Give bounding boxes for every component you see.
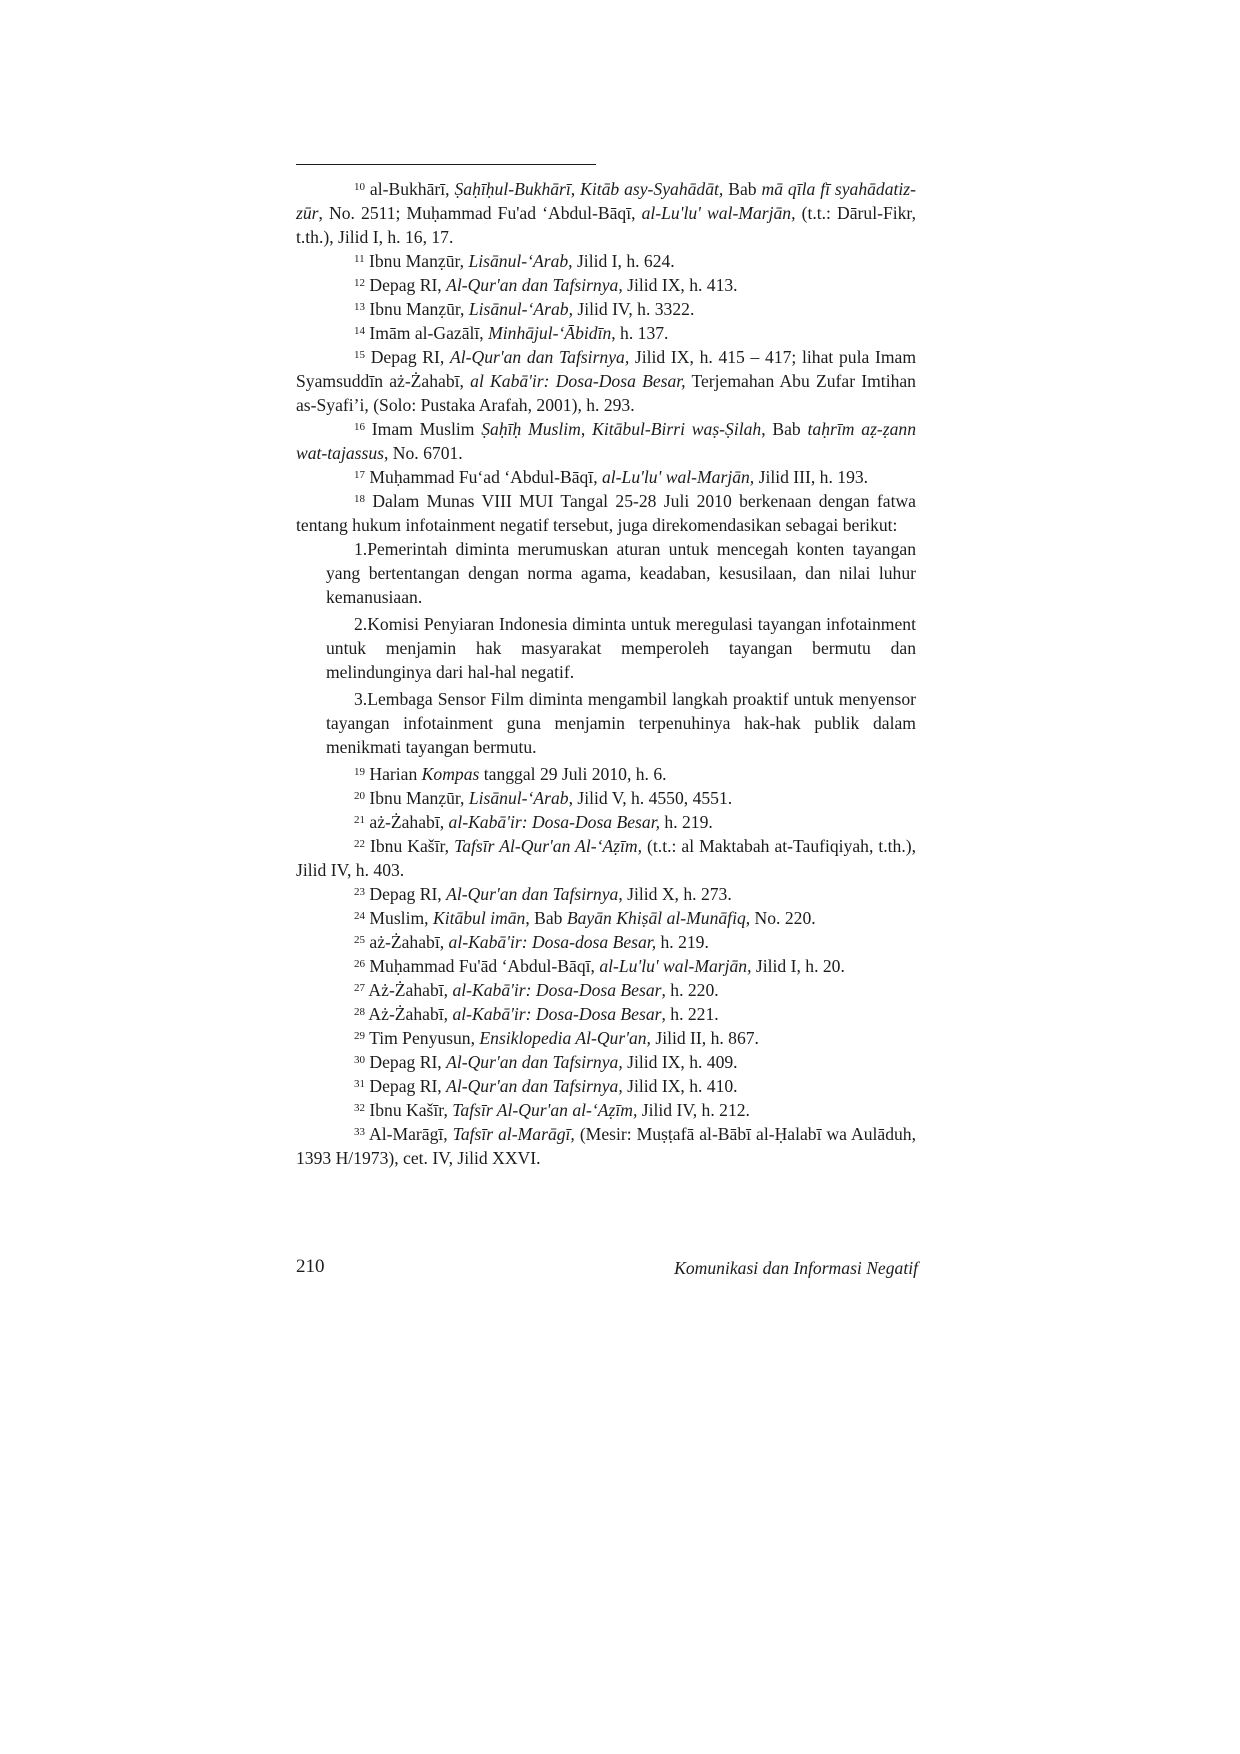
footnote-text: Muḥammad Fu'ād ‘Abdul-Bāqī, [365, 956, 600, 976]
item-number: 1. [354, 539, 368, 559]
footnote-text: , Jilid V, h. 4550, 4551. [568, 788, 733, 808]
footnote-text: al-Bukhārī, [365, 179, 455, 199]
footnote-30 [296, 1050, 916, 1074]
footnote-32 [296, 1098, 916, 1122]
footnote-text: Depag RI, [365, 275, 447, 295]
footnote-23 [296, 882, 916, 906]
footnote-number: 25 [354, 934, 365, 946]
footnote-20 [296, 786, 916, 810]
footnote-number: 26 [354, 958, 365, 970]
footnote-text: , Bab [525, 908, 567, 928]
footnote-text: , h. 220. [661, 980, 719, 1000]
footnote-text: Tim Penyusun, [365, 1028, 480, 1048]
footnote-25 [296, 930, 916, 954]
recommendation-item [326, 537, 916, 609]
footnote-number: 19 [354, 766, 365, 778]
footnote-title: al-Kabā'ir: Dosa-Dosa Besar [452, 1004, 662, 1024]
footnote-title: Kompas [421, 764, 480, 784]
footnote-title: taḥrīm aẓ-ẓann wat-tajassus [296, 419, 917, 463]
footnote-18 [296, 489, 916, 537]
footnote-29 [296, 1026, 916, 1050]
footnote-number: 13 [354, 301, 365, 313]
footnote-text: aż-Żahabī, [365, 932, 449, 952]
footnote-21 [296, 810, 916, 834]
footnote-15 [296, 345, 916, 417]
item-text: Pemerintah diminta merumuskan aturan untuk mencegah konten tayangan yang bertentangan dengan norma agama, keadaban, kesusilaan, dan nilai luhur kemanusiaan. [326, 539, 916, 607]
footnote-title: al Kabā'ir: Dosa-Dosa Besar, [470, 371, 686, 391]
footnote-title: mā qīla fī syahādatiz-zūr [296, 179, 917, 223]
footnote-number: 11 [354, 253, 365, 265]
footnote-text: , Jilid X, h. 273. [618, 884, 732, 904]
footnote-text: Dalam Munas VIII MUI Tangal 25-28 Juli 2010 berkenaan dengan fatwa tentang hukum infotainment negatif tersebut, juga direkomendasikan sebagai berikut: [296, 491, 916, 535]
footnote-text: Jilid II, h. 867. [650, 1028, 759, 1048]
footnote-title: Kitābul imān [432, 908, 526, 928]
footnote-text: Jilid I, h. 624. [572, 251, 675, 271]
footnote-text: , h. 221. [661, 1004, 719, 1024]
footnote-text: , No. 6701. [384, 443, 463, 463]
footnote-text: tanggal 29 Juli 2010, h. 6. [479, 764, 667, 784]
footnote-title: al-Lu'lu' wal-Marjān, [641, 203, 796, 223]
footnote-title: Al-Qur'an dan Tafsirnya, [446, 1052, 623, 1072]
footnote-text: Bab [723, 179, 762, 199]
footnote-text: , h. 137. [611, 323, 669, 343]
footnote-number: 27 [354, 982, 365, 994]
footnote-13 [296, 297, 916, 321]
footnote-text: Muslim, [365, 908, 433, 928]
footnote-title: Tafsīr al-Marāgī, [452, 1124, 575, 1144]
footnote-27 [296, 978, 916, 1002]
footnote-16 [296, 417, 916, 465]
footnote-text: , Bab [761, 419, 808, 439]
item-number: 2. [354, 614, 368, 634]
footnote-26 [296, 954, 916, 978]
footnote-text: Imam Muslim [365, 419, 482, 439]
footnote-number: 12 [354, 277, 365, 289]
footnote-number: 21 [354, 814, 365, 826]
footnote-text: Al-Marāgī, [365, 1124, 453, 1144]
footnote-28 [296, 1002, 916, 1026]
footnote-title: al-Kabā'ir: Dosa-Dosa Besar [452, 980, 662, 1000]
footnote-text: Jilid IX, h. 415 – 417; lihat pula Imam Syamsuddīn aż-Żahabī, [296, 347, 916, 391]
footnote-title: Al-Qur'an dan Tafsirnya, [446, 1076, 623, 1096]
running-title: Komunikasi dan Informasi Negatif [674, 1258, 918, 1278]
recommendation-item [326, 612, 916, 684]
item-number: 3. [354, 689, 368, 709]
footnote-title: Ṣaḥīḥ Muslim [481, 419, 581, 439]
footnote-title: Al-Qur'an dan Tafsirnya, [446, 275, 623, 295]
footnote-text: Muḥammad Fu‘ad ‘Abdul-Bāqī, [365, 467, 602, 487]
footnote-text: Depag RI, [365, 347, 450, 367]
footnote-number: 32 [354, 1102, 365, 1114]
item-text: Lembaga Sensor Film diminta mengambil langkah proaktif untuk menyensor tayangan infotainment guna menjamin terpenuhinya hak-hak publik dalam menikmati tayangan bermutu. [326, 689, 916, 757]
footnote-12 [296, 273, 916, 297]
footnote-text: Depag RI, [365, 1076, 447, 1096]
footnote-text: , [580, 419, 593, 439]
footnote-number: 18 [354, 493, 365, 505]
footnote-title: Bayān Khiṣāl al-Munāfiq [566, 908, 746, 928]
footnote-title: Lisānul-‘Arab [468, 788, 569, 808]
footnote-text: Jilid IX, h. 413. [622, 275, 738, 295]
footnote-number: 16 [354, 421, 365, 433]
footnote-list [296, 177, 916, 1170]
footnote-number: 24 [354, 910, 365, 922]
footnote-number: 29 [354, 1030, 365, 1042]
item-text: Komisi Penyiaran Indonesia diminta untuk meregulasi tayangan infotainment untuk menjamin hak masyarakat memperoleh tayangan bermutu dan melindunginya dari hal-hal negatif. [326, 614, 916, 682]
footnote-title: al-Lu'lu' wal-Marjān, [602, 467, 755, 487]
footnote-text: Jilid III, h. 193. [754, 467, 869, 487]
footnote-number: 17 [354, 469, 365, 481]
footnote-title: al-Kabā'ir: Dosa-Dosa Besar, [448, 812, 660, 832]
footnote-number: 30 [354, 1054, 365, 1066]
footnote-title: Ṣaḥīḥul-Bukhārī, Kitāb asy-Syahādāt, [454, 179, 724, 199]
footnote-number: 33 [354, 1126, 365, 1138]
footnote-title: Lisānul-‘Arab, [468, 251, 573, 271]
footnote-11 [296, 249, 916, 273]
footnote-33 [296, 1122, 916, 1170]
footnote-text: Depag RI, [365, 1052, 447, 1072]
footnote-text: (t.t.: Dārul-Fikr, t.th.), Jilid I, h. 16, 17. [296, 203, 916, 247]
footnote-text: Jilid IV, h. 3322. [572, 299, 695, 319]
footnote-text: Jilid I, h. 20. [751, 956, 845, 976]
footnote-text: Terjemahan Abu Zufar Imtihan as-Syafi’i, (Solo: Pustaka Arafah, 2001), h. 293. [296, 371, 916, 415]
footnote-title: Lisānul-‘Arab, [468, 299, 573, 319]
footnote-text: Ibnu Manẓūr, [365, 299, 469, 319]
footnote-17 [296, 465, 916, 489]
footnote-text: Harian [365, 764, 422, 784]
footnote-text: Ibnu Kašīr, [365, 836, 455, 856]
footnote-number: 31 [354, 1078, 365, 1090]
footnote-number: 22 [354, 838, 365, 850]
footnote-title: Ensiklopedia Al-Qur'an, [479, 1028, 651, 1048]
footnote-text: Ibnu Kašīr, [365, 1100, 453, 1120]
footnote-title: al-Lu'lu' wal-Marjān, [599, 956, 752, 976]
footnote-number: 20 [354, 790, 365, 802]
footnote-text: Ibnu Manẓūr, [365, 788, 469, 808]
footnote-number: 14 [354, 325, 365, 337]
footnote-title: Al-Qur'an dan Tafsirnya, [450, 347, 630, 367]
footnote-title: Kitābul-Birri waṣ-Ṣilah [592, 419, 762, 439]
footnote-text: Jilid IV, h. 212. [637, 1100, 750, 1120]
footnote-24 [296, 906, 916, 930]
footnotes-section [296, 164, 916, 1170]
footnote-number: 23 [354, 886, 365, 898]
footnote-14 [296, 321, 916, 345]
footnote-31 [296, 1074, 916, 1098]
footnote-separator [296, 164, 596, 165]
footnote-title: Tafsīr Al-Qur'an Al-‘Aẓīm, [454, 836, 643, 856]
footnote-text: , No. 220. [745, 908, 816, 928]
footnote-text: aż-Żahabī, [365, 812, 449, 832]
footnote-title: Al-Qur'an dan Tafsirnya [446, 884, 619, 904]
page-number: 210 [296, 1256, 325, 1277]
footnote-number: 15 [354, 349, 365, 361]
footnote-text: Aż-Żahabī, [365, 980, 453, 1000]
footnote-text: Imām al-Gazālī, [365, 323, 489, 343]
footnote-title: Minhājul-‘Ābidīn [488, 323, 612, 343]
recommendation-item [326, 687, 916, 759]
footnote-text: Ibnu Manẓūr, [364, 251, 469, 271]
footnote-text: Jilid IX, h. 410. [622, 1076, 738, 1096]
footnote-text: (Mesir: Muṣṭafā al-Bābī al-Ḥalabī wa Aulāduh, 1393 H/1973), cet. IV, Jilid XXVI. [296, 1124, 916, 1168]
footnote-19 [296, 762, 916, 786]
footnote-title: al-Kabā'ir: Dosa-dosa Besar, [448, 932, 657, 952]
footnote-text: h. 219. [660, 812, 713, 832]
footnote-text: Aż-Żahabī, [365, 1004, 453, 1024]
footnote-text: Depag RI, [365, 884, 447, 904]
footnote-number: 28 [354, 1006, 365, 1018]
footnote-text: Jilid IX, h. 409. [622, 1052, 738, 1072]
footnote-number: 10 [354, 181, 365, 193]
footnote-title: Tafsīr Al-Qur'an al-‘Aẓīm, [452, 1100, 638, 1120]
footnote-text: , No. 2511; Muḥammad Fu'ad ‘Abdul-Bāqī, [318, 203, 642, 223]
footnote-22 [296, 834, 916, 882]
footnote-text: (t.t.: al Maktabah at-Taufiqiyah, t.th.), Jilid IV, h. 403. [296, 836, 916, 880]
footnote-text: h. 219. [656, 932, 709, 952]
footnote-10 [296, 177, 916, 249]
